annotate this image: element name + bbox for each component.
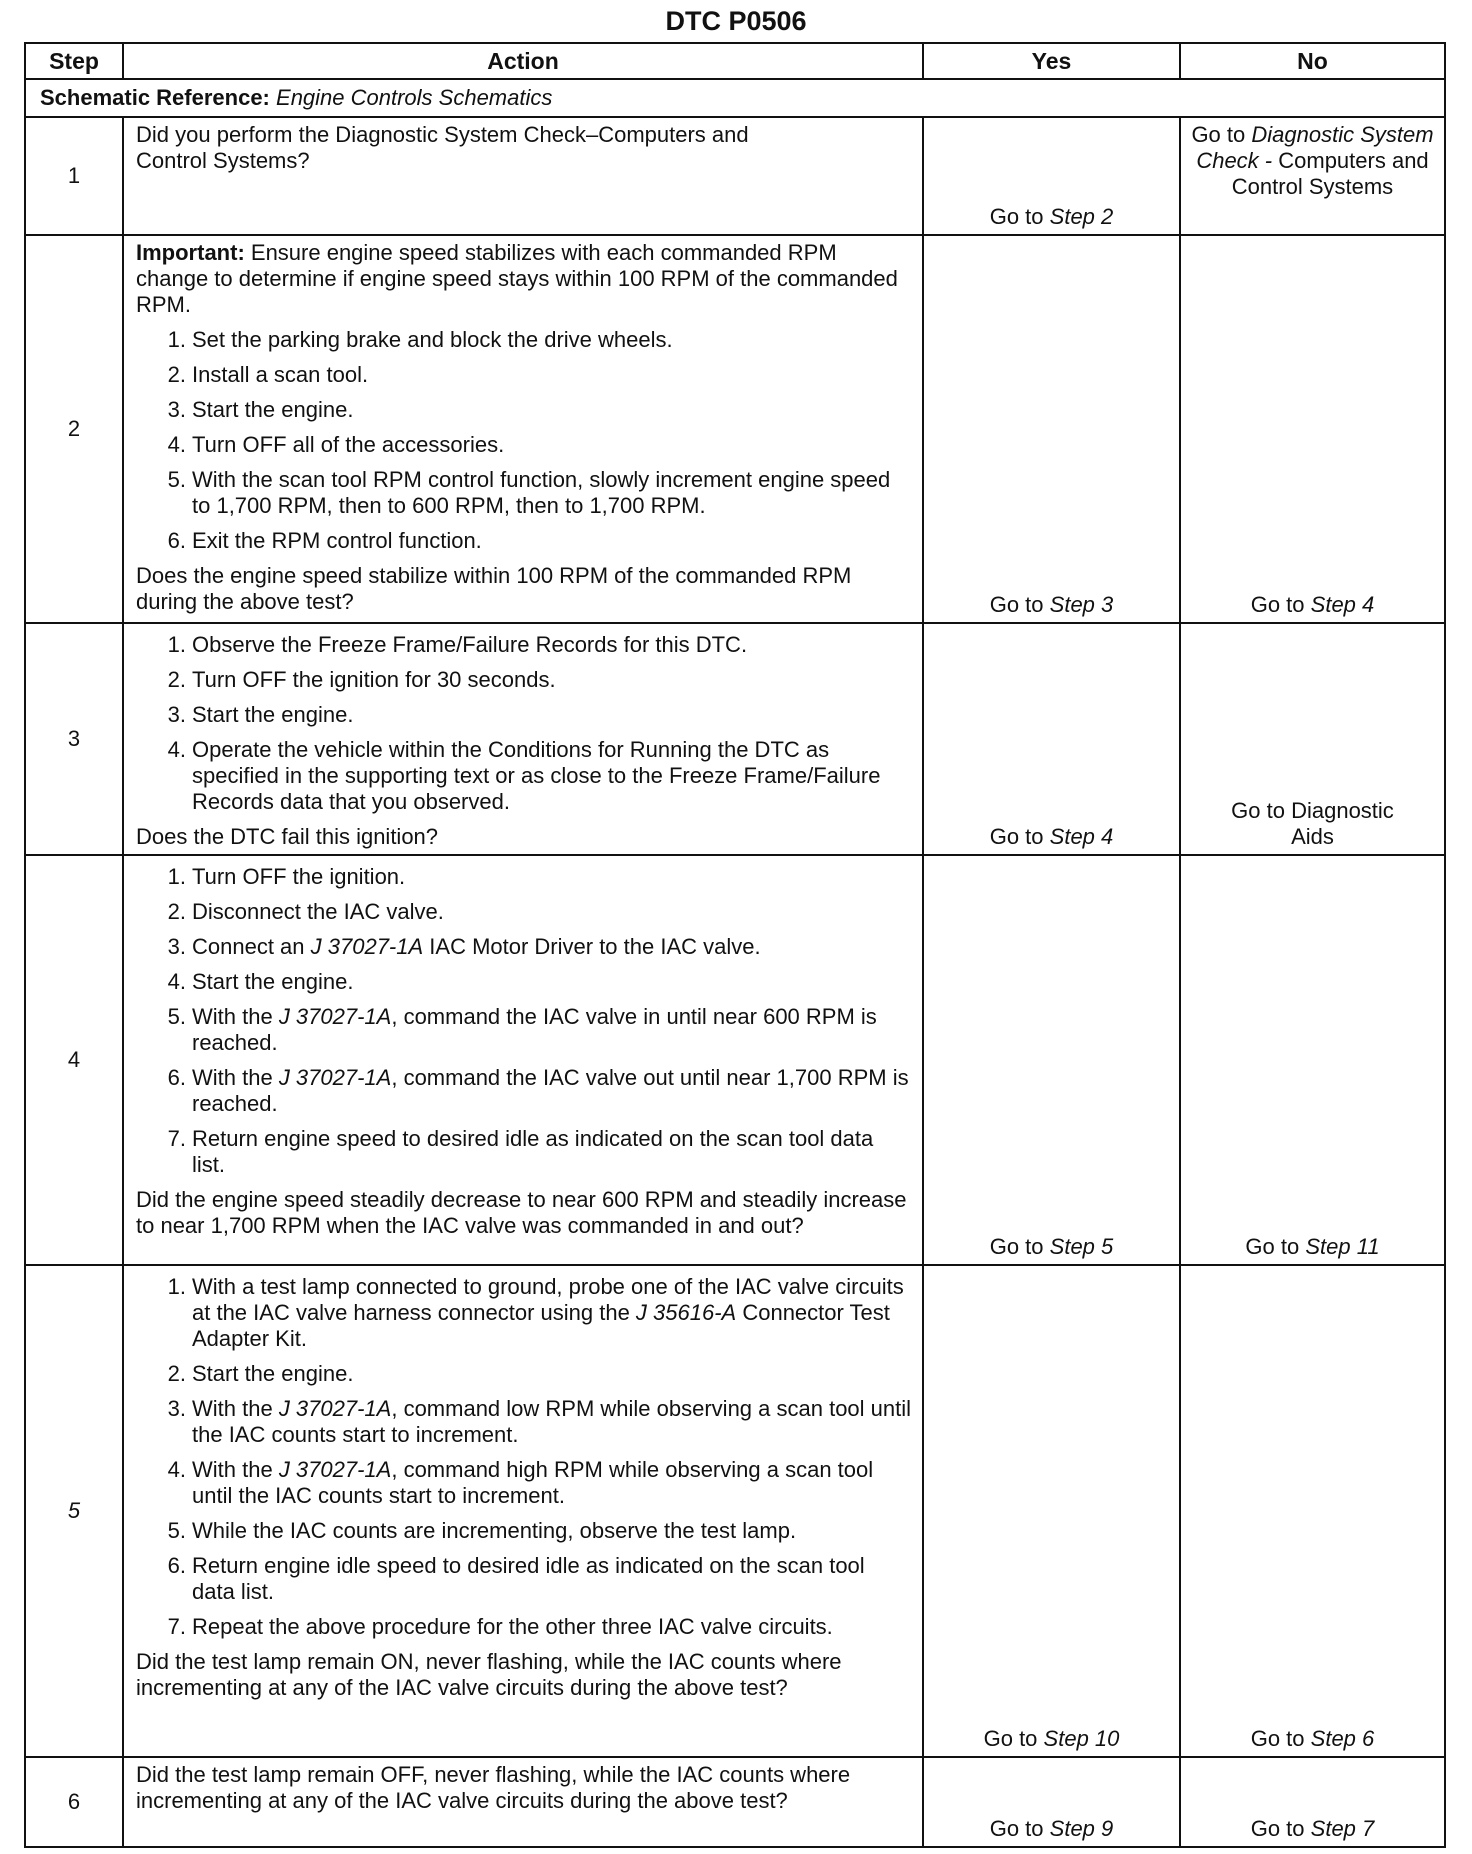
yes-step-link[interactable]: Step 2: [1049, 204, 1114, 229]
yes-prefix: Go to: [989, 592, 1044, 617]
diagnostic-table: [24, 42, 1446, 1848]
no-step-link[interactable]: Step 4: [1310, 592, 1375, 617]
no-cell: [1180, 117, 1445, 235]
yes-column-header: Yes: [923, 43, 1180, 79]
list-item: 1. With a test lamp connected to ground, probe one of the IAC valve circuits at the IAC valve harness connector using the J 35616-A Connector Test Adapter Kit.: [167, 1274, 910, 1351]
procedure-list: [136, 327, 912, 554]
schematic-reference-row: [25, 79, 1445, 117]
yes-prefix: Go to: [989, 824, 1044, 849]
list-item: 1. Observe the Freeze Frame/Failure Records for this DTC.: [167, 632, 748, 657]
no-cell: [1180, 855, 1445, 1265]
no-step-link[interactable]: Step 6: [1310, 1726, 1375, 1751]
list-item: 1. Turn OFF the ignition.: [167, 864, 406, 889]
header-row: [25, 43, 1445, 79]
list-item: 3. Start the engine.: [167, 397, 354, 422]
schematic-reference-link[interactable]: Engine Controls Schematics: [276, 85, 553, 110]
list-item: 4. Operate the vehicle within the Conditions for Running the DTC as specified in the supporting text or as close to the Freeze Frame/Failure Records data that you observed.: [167, 737, 881, 814]
action-cell: [123, 235, 923, 623]
yes-step-link[interactable]: Step 5: [1049, 1234, 1114, 1259]
list-item: 5. With the J 37027-1A, command the IAC valve in until near 600 RPM is reached.: [167, 1004, 883, 1055]
question-text: Did the test lamp remain ON, never flashing, while the IAC counts where incrementing at any of the IAC valve circuits during the above test?: [136, 1649, 842, 1700]
tool-reference: J 37027-1A: [278, 1396, 392, 1421]
important-text: Ensure engine speed stabilizes with each commanded RPM change to determine if engine speed stays within 100 RPM of the commanded RPM.: [136, 240, 898, 317]
step-number: 3: [25, 623, 123, 855]
step-number: 2: [25, 235, 123, 623]
question-text: Does the engine speed stabilize within 100 RPM of the commanded RPM during the above test?: [136, 563, 852, 614]
list-item: 7. Repeat the above procedure for the other three IAC valve circuits.: [167, 1614, 833, 1639]
action-cell: [123, 855, 923, 1265]
no-diagnostic-link[interactable]: Diagnostic System Check -: [1196, 122, 1434, 173]
page-title: DTC P0506: [665, 6, 807, 36]
list-item: 2. Disconnect the IAC valve.: [167, 899, 444, 924]
question-text: Did you perform the Diagnostic System Check–Computers and Control Systems?: [136, 122, 749, 173]
step-row-2: [25, 235, 1445, 623]
step-row-4: [25, 855, 1445, 1265]
yes-prefix: Go to: [983, 1726, 1038, 1751]
list-item: 4. Start the engine.: [167, 969, 354, 994]
procedure-list: [136, 1274, 918, 1640]
step-row-6: [25, 1757, 1445, 1847]
step-row-5: [25, 1265, 1445, 1757]
list-item: 2. Turn OFF the ignition for 30 seconds.: [167, 667, 556, 692]
list-item: 5. With the scan tool RPM control function, slowly increment engine speed to 1,700 RPM, then to 600 RPM, then to 1,700 RPM.: [167, 467, 891, 518]
action-cell: [123, 1265, 923, 1757]
step-number: 5: [25, 1265, 123, 1757]
no-prefix: Go to: [1191, 122, 1246, 147]
no-cell: [1180, 623, 1445, 855]
tool-reference: J 37027-1A: [278, 1065, 392, 1090]
list-item: 2. Start the engine.: [167, 1361, 354, 1386]
no-prefix: Go to: [1250, 592, 1305, 617]
question-text: Does the DTC fail this ignition?: [136, 824, 439, 849]
yes-cell: [923, 1265, 1180, 1757]
no-prefix: Go to: [1250, 1726, 1305, 1751]
list-item: 6. With the J 37027-1A, command the IAC valve out until near 1,700 RPM is reached.: [167, 1065, 915, 1116]
important-note: [136, 240, 912, 318]
tool-reference: J 37027-1A: [278, 1457, 392, 1482]
yes-step-link[interactable]: Step 9: [1049, 1816, 1114, 1841]
list-item: 3. Start the engine.: [167, 702, 354, 727]
list-item: 5. While the IAC counts are incrementing, observe the test lamp.: [167, 1518, 797, 1543]
action-cell: [123, 623, 923, 855]
step-column-header: Step: [25, 43, 123, 79]
question-text: Did the test lamp remain OFF, never flashing, while the IAC counts where incrementing at any of the IAC valve circuits during the above test?: [136, 1762, 851, 1813]
action-cell: [123, 1757, 923, 1847]
yes-step-link[interactable]: Step 4: [1049, 824, 1114, 849]
list-item: 4. With the J 37027-1A, command high RPM while observing a scan tool until the IAC counts start to increment.: [167, 1457, 880, 1508]
yes-prefix: Go to: [989, 1234, 1044, 1259]
no-suffix: Computers and Control Systems: [1231, 148, 1429, 199]
yes-cell: [923, 623, 1180, 855]
no-cell: [1180, 1757, 1445, 1847]
yes-cell: [923, 855, 1180, 1265]
action-column-header: Action: [123, 43, 923, 79]
tool-reference: J 37027-1A: [278, 1004, 392, 1029]
yes-cell: [923, 117, 1180, 235]
no-prefix: Go to: [1250, 1816, 1305, 1841]
no-cell: [1180, 1265, 1445, 1757]
list-item: 7. Return engine speed to desired idle as indicated on the scan tool data list.: [167, 1126, 874, 1177]
schematic-reference-label: Schematic Reference:: [40, 85, 270, 110]
step-number: 4: [25, 855, 123, 1265]
step-number: 1: [25, 117, 123, 235]
tool-reference: J 37027-1A: [310, 934, 424, 959]
step-row-1: [25, 117, 1445, 235]
yes-cell: [923, 1757, 1180, 1847]
step-row-3: [25, 623, 1445, 855]
action-cell: [123, 117, 923, 235]
no-column-header: No: [1180, 43, 1445, 79]
list-item: 3. Connect an J 37027-1A IAC Motor Driver to the IAC valve.: [167, 934, 761, 959]
important-label: Important:: [136, 240, 245, 265]
list-item: 6. Return engine idle speed to desired idle as indicated on the scan tool data list.: [167, 1553, 865, 1604]
no-prefix: Go to: [1245, 1234, 1300, 1259]
no-step-link[interactable]: Step 11: [1305, 1234, 1380, 1259]
schematic-reference: [25, 79, 1445, 117]
yes-prefix: Go to: [989, 1816, 1044, 1841]
list-item: 3. With the J 37027-1A, command low RPM while observing a scan tool until the IAC counts start to increment.: [167, 1396, 918, 1447]
procedure-list: [136, 632, 912, 815]
no-step-link[interactable]: Step 7: [1310, 1816, 1375, 1841]
tool-reference: J 35616-A: [635, 1300, 737, 1325]
list-item: 4. Turn OFF all of the accessories.: [167, 432, 505, 457]
yes-prefix: Go to: [989, 204, 1044, 229]
list-item: 6. Exit the RPM control function.: [167, 528, 482, 553]
yes-step-link[interactable]: Step 10: [1043, 1726, 1120, 1751]
no-cell: [1180, 235, 1445, 623]
step-number: 6: [25, 1757, 123, 1847]
no-diagnostic-aids-link[interactable]: Go to Diagnostic Aids: [1231, 798, 1394, 849]
list-item: 1. Set the parking brake and block the drive wheels.: [167, 327, 673, 352]
question-text: Did the engine speed steadily decrease to near 600 RPM and steadily increase to near 1,700 RPM when the IAC valve was commanded in and out?: [136, 1187, 907, 1238]
procedure-list: [136, 864, 915, 1178]
list-item: 2. Install a scan tool.: [167, 362, 369, 387]
yes-cell: [923, 235, 1180, 623]
yes-step-link[interactable]: Step 3: [1049, 592, 1114, 617]
